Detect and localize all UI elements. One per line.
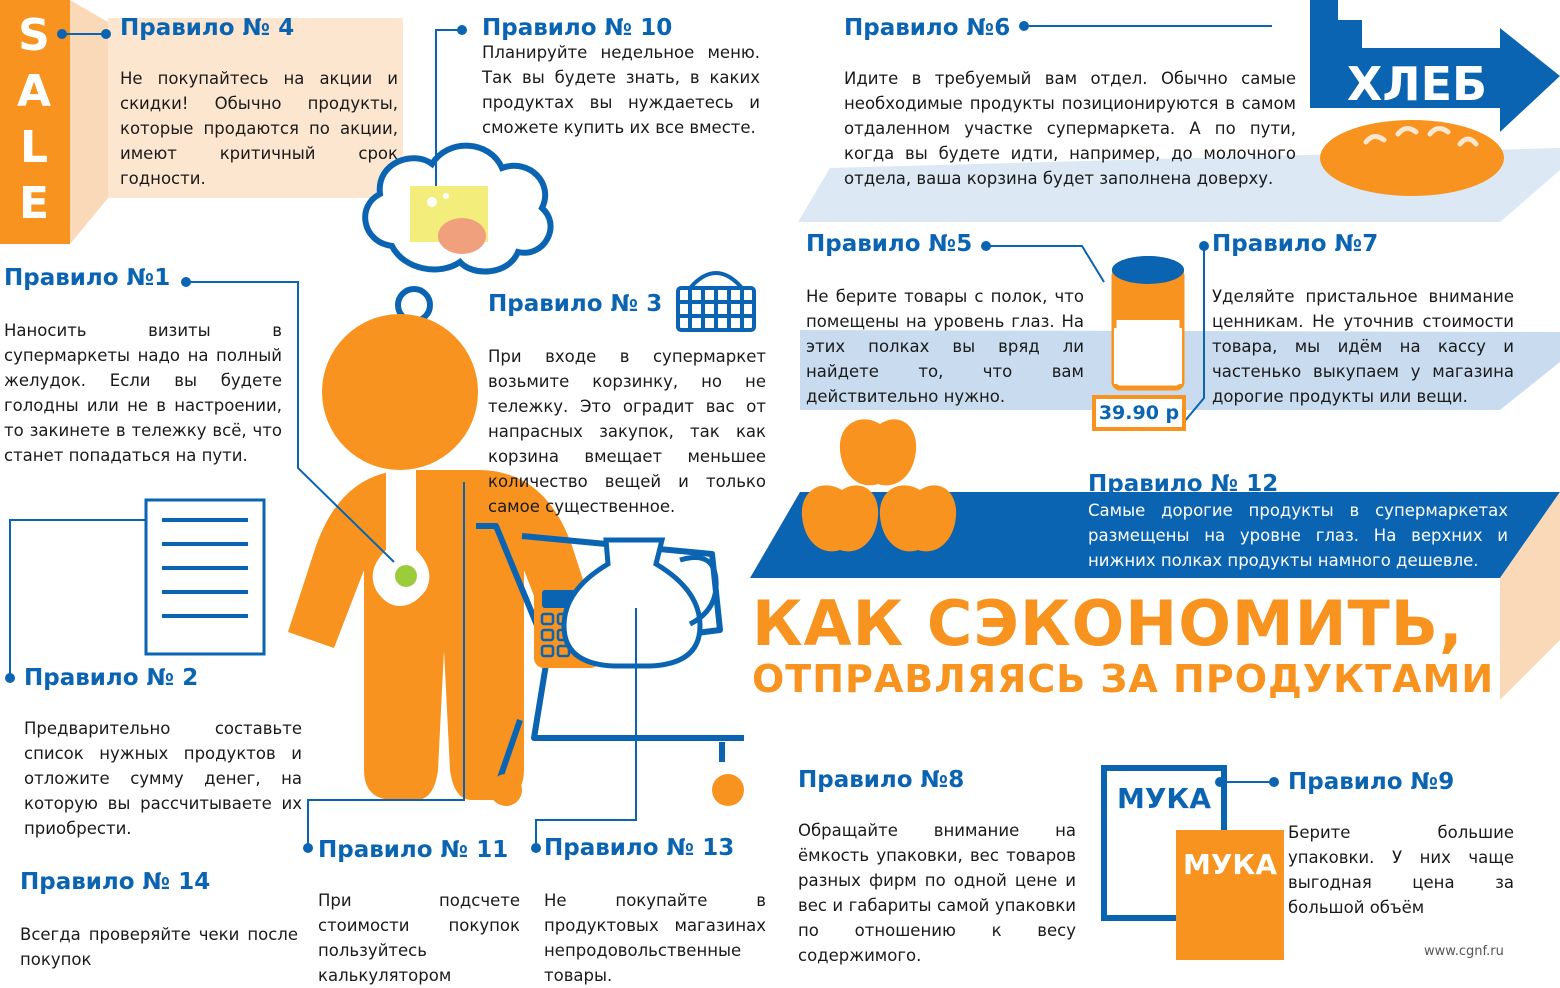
rule-4-text: Не покупайтесь на акции и скидки! Обычно продукты, которые продаются по акции, имеют критичный срок годности. <box>120 69 398 188</box>
flour-bag-back-label: МУКА <box>1116 782 1211 815</box>
cart-wheel-left <box>490 774 522 806</box>
sale-letter-e: E <box>18 178 50 229</box>
rule-5-title: Правило №5 <box>806 231 973 257</box>
cart-wheel-right <box>712 774 744 806</box>
rule-13-title: Правило № 13 <box>544 835 735 861</box>
bread-icon <box>1320 120 1504 196</box>
rule-3-title: Правило № 3 <box>488 291 663 317</box>
basket-icon <box>678 273 754 330</box>
rule-10-text: Планируйте недельное меню. Так вы будете знать, в каких продуктах вы нуждаетесь и сможете купить их все вместе. <box>482 43 760 137</box>
rule-3-text: При входе в супермаркет возьмите корзинку, но не тележку. Это оградит вас от напрасных закупок, так как корзина вмещает меньшее количество вещей и только самое существенное. <box>488 347 766 516</box>
rule-12-title: Правило № 12 <box>1088 471 1279 497</box>
rule-10-title: Правило № 10 <box>482 15 673 41</box>
jug-icon <box>564 540 716 666</box>
sale-letter-s: S <box>18 10 50 61</box>
headline-line-1: КАК СЭКОНОМИТЬ, <box>752 587 1464 660</box>
price-tag: 39.90 р <box>1092 395 1186 431</box>
rule-6-text: Идите в требуемый вам отдел. Обычно самые необходимые продукты позиционируются в самом отдаленном участке супермаркета. А по пути, когда вы будете идти, например, до молочного отдела, ваша корзина будет заполнена доверху. <box>844 69 1296 188</box>
rule-11-text: При подсчете стоимости покупок пользуйтесь калькулятором <box>318 891 520 985</box>
rule-9-title: Правило №9 <box>1288 769 1455 795</box>
rule-8-title: Правило №8 <box>798 767 965 793</box>
rule-6-title: Правило №6 <box>844 15 1011 41</box>
rule-14-text: Всегда проверяйте чеки после покупок <box>20 925 298 969</box>
rule-2-text: Предварительно составьте список нужных продуктов и отложите сумму денег, на которую вы рассчитываете их приобрести. <box>24 719 302 838</box>
rule-2-title: Правило № 2 <box>24 665 199 691</box>
rule-12-text: Самые дорогие продукты в супермаркетах размещены на уровне глаз. На верхних и нижних полках продукты намного дешевле. <box>1088 501 1508 570</box>
rule-11-title: Правило № 11 <box>318 837 509 863</box>
site-url: www.cgnf.ru <box>1424 944 1504 959</box>
rule-14-title: Правило № 14 <box>20 869 211 895</box>
rule-4-title: Правило № 4 <box>120 15 295 41</box>
sale-letter-l: L <box>19 122 49 173</box>
flour-bag-front-label: МУКА <box>1182 848 1277 881</box>
rule-9-text: Берите большие упаковки. У них чаще выгодная цена за большой объём <box>1288 823 1514 917</box>
rule-5-text: Не берите товары с полок, что помещены на уровень глаз. На этих полках вы вряд ли найдете то, что вам действительно нужно. <box>806 287 1084 406</box>
headline-line-2: ОТПРАВЛЯЯСЬ ЗА ПРОДУКТАМИ <box>752 657 1495 701</box>
rule-1-text: Наносить визиты в супермаркеты надо на полный желудок. Если вы будете голодны или не в настроении, то закинете в тележку всё, что станет попадаться на пути. <box>4 321 282 465</box>
jar-icon <box>1112 256 1184 388</box>
shopping-list-icon <box>146 500 264 654</box>
rule-7-text: Уделяйте пристальное внимание ценникам. Не уточнив стоимости товара, мы идём на кассу и частенько выкупаем у магазина дорогие продукты или вещи. <box>1212 287 1514 406</box>
rule-7-title: Правило №7 <box>1212 231 1379 257</box>
rule-1-title: Правило №1 <box>4 265 171 291</box>
rule-8-text: Обращайте внимание на ёмкость упаковки, вес товаров разных фирм по одной цене и вес и габариты самой упаковки по отношению к весу содержимого. <box>798 821 1076 965</box>
sale-letter-a: A <box>16 66 52 117</box>
bread-sign-label: ХЛЕБ <box>1346 57 1488 111</box>
rule-13-text: Не покупайте в продуктовых магазинах непродовольственные товары. <box>544 891 766 985</box>
